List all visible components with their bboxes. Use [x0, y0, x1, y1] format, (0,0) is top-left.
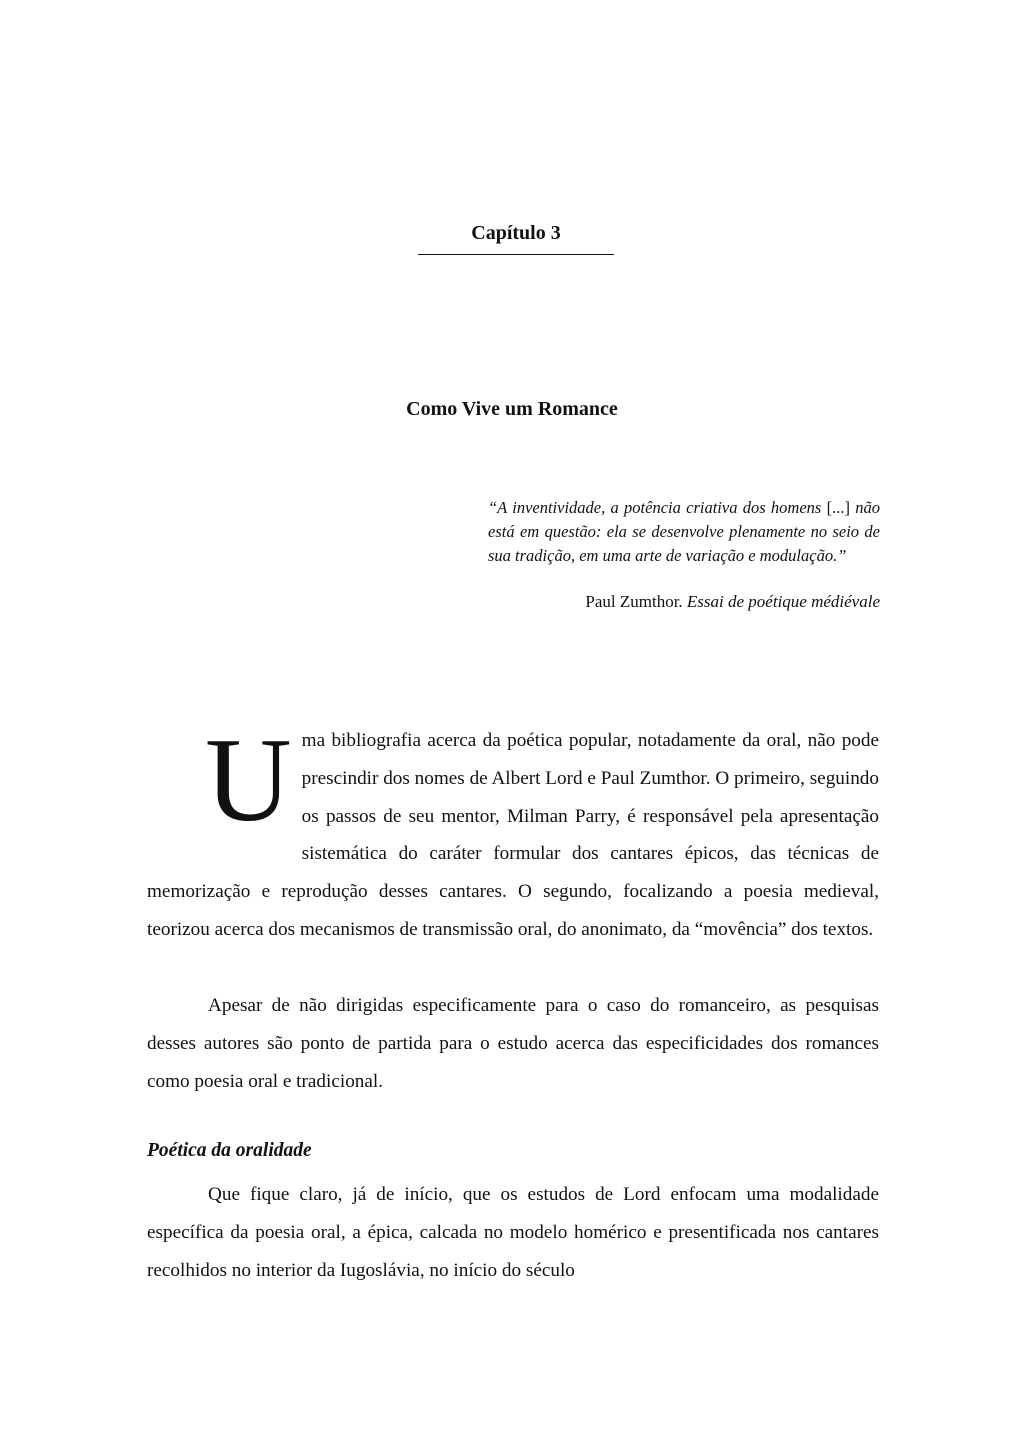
epigraph-ellipsis: [...]	[826, 498, 850, 517]
epigraph-work: Essai de poétique médiévale	[686, 592, 880, 611]
epigraph-author: Paul Zumthor.	[585, 592, 683, 611]
epigraph-source	[488, 592, 880, 612]
paragraph-1-text: ma bibliografia acerca da poética popular, notadamente da oral, não pode prescindir dos nomes de Albert Lord e Paul Zumthor. O primeiro, seguindo os passos de seu mentor, Milman Parry, é responsável pela apresentação sistemática do caráter formular dos cantares épicos, das técnicas de memorização e reprodução desses cantares. O segundo, focalizando a poesia medieval, teorizou acerca dos mecanismos de transmissão oral, do anonimato, da “movência” dos textos.	[147, 730, 879, 940]
chapter-underline	[418, 254, 614, 255]
chapter-label: Capítulo 3	[471, 222, 561, 244]
paragraph-1	[147, 713, 879, 949]
paragraph-2: Apesar de não dirigidas especificamente para o caso do romanceiro, as pesquisas desses autores são ponto de partida para o estudo acerca das especificidades dos romances como poesia oral e tradicional.	[147, 995, 879, 1092]
drop-cap: U	[205, 713, 292, 846]
section-heading: Poética da oralidade	[147, 1140, 312, 1161]
epigraph-quote	[488, 496, 880, 568]
paragraph-3: Que fique claro, já de início, que os estudos de Lord enfocam uma modalidade específica da poesia oral, a épica, calcada no modelo homérico e presentificada nos cantares recolhidos no interior da Iugoslávia, no início do século	[147, 1184, 879, 1281]
epigraph-quote-part1: “A inventividade, a potência criativa dos homens	[488, 498, 827, 517]
chapter-title: Como Vive um Romance	[406, 398, 618, 420]
epigraph-quote-part2: não está em questão: ela se desenvolve plenamente no seio de sua tradição, em uma arte de variação e modulação.”	[488, 498, 881, 565]
